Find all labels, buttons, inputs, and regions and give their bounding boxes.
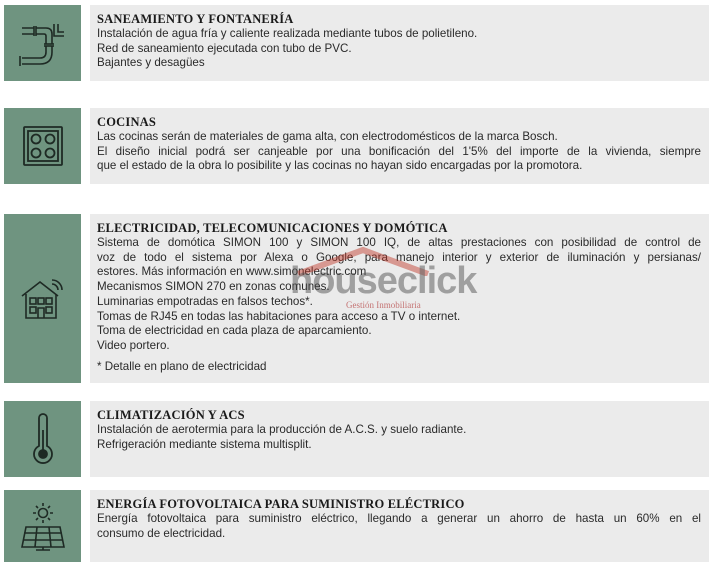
section-electricity (4, 214, 709, 383)
section-line: Sistema de domótica SIMON 100 y SIMON 100 IQ, de altas prestaciones con posibilidad de control de (97, 236, 701, 249)
solar-icon-box (4, 490, 81, 562)
electricity-content (90, 214, 709, 383)
section-line: estores. Más información en www.simonelectric.com (97, 265, 367, 279)
section-title: ELECTRICIDAD, TELECOMUNICACIONES Y DOMÓTICA (97, 221, 448, 235)
plumbing-icon-box (4, 5, 81, 81)
section-climate (4, 401, 709, 477)
section-line: Las cocinas serán de materiales de gama alta, con electrodomésticos de la marca Bosch. (97, 130, 558, 143)
climate-content (90, 401, 709, 477)
solar-content (90, 490, 709, 562)
section-line: Energía fotovoltaica para suministro eléctrico, llegando a generar un ahorro de hasta un 60% en el (97, 512, 701, 525)
section-title: CLIMATIZACIÓN Y ACS (97, 408, 245, 422)
section-line: consumo de electricidad. (97, 526, 226, 540)
section-line: Mecanismos SIMON 270 en zonas comunes. (97, 280, 330, 294)
section-line: Red de saneamiento ejecutada con tubo de PVC. (97, 41, 352, 55)
section-note: * Detalle en plano de electricidad (97, 359, 267, 373)
section-kitchens (4, 108, 709, 184)
watermark-subtitle: Gestión Inmobiliaria (346, 300, 421, 310)
section-line: El diseño inicial podrá ser canjeable por una bonificación del 1'5% del importe de la vivienda, siempre (97, 144, 701, 158)
section-title: COCINAS (97, 115, 157, 129)
section-line: Instalación de aerotermia para la producción de A.C.S. y suelo radiante. (97, 423, 467, 436)
kitchen-content (90, 108, 709, 184)
plumbing-content (90, 5, 709, 81)
section-plumbing (4, 5, 709, 81)
kitchen-icon-box (4, 108, 81, 184)
thermometer-icon (28, 412, 58, 466)
solar-panel-icon (18, 501, 68, 551)
section-line: Instalación de agua fría y caliente realizada mediante tubos de polietileno. (97, 27, 478, 40)
section-line: que el estado de la obra lo posibilite y las cocinas no hayan sido encargadas por la promotora. (97, 159, 583, 173)
section-title: ENERGÍA FOTOVOLTAICA PARA SUMINISTRO ELÉCTRICO (97, 497, 465, 511)
section-line: Video portero. (97, 338, 170, 352)
watermark-word: houseclick (290, 260, 477, 302)
section-title: SANEAMIENTO Y FONTANERÍA (97, 12, 294, 26)
cooktop-icon (20, 123, 66, 169)
section-line: Bajantes y desagües (97, 56, 205, 70)
section-line: Luminarias empotradas en falsos techos*. (97, 294, 313, 308)
section-solar (4, 490, 709, 562)
section-line: Tomas de RJ45 en todas las habitaciones para acceso a TV o internet. (97, 309, 461, 323)
section-line: Toma de electricidad en cada plaza de aparcamiento. (97, 324, 372, 338)
electricity-icon-box (4, 214, 81, 383)
plumbing-pipes-icon (18, 18, 68, 68)
section-line: voz de todo el sistema por Alexa o Google, para manejo interior y exterior de iluminación y persianas/ (97, 250, 701, 264)
section-line: Refrigeración mediante sistema multisplit. (97, 437, 312, 451)
climate-icon-box (4, 401, 81, 477)
smart-home-icon (18, 274, 68, 324)
